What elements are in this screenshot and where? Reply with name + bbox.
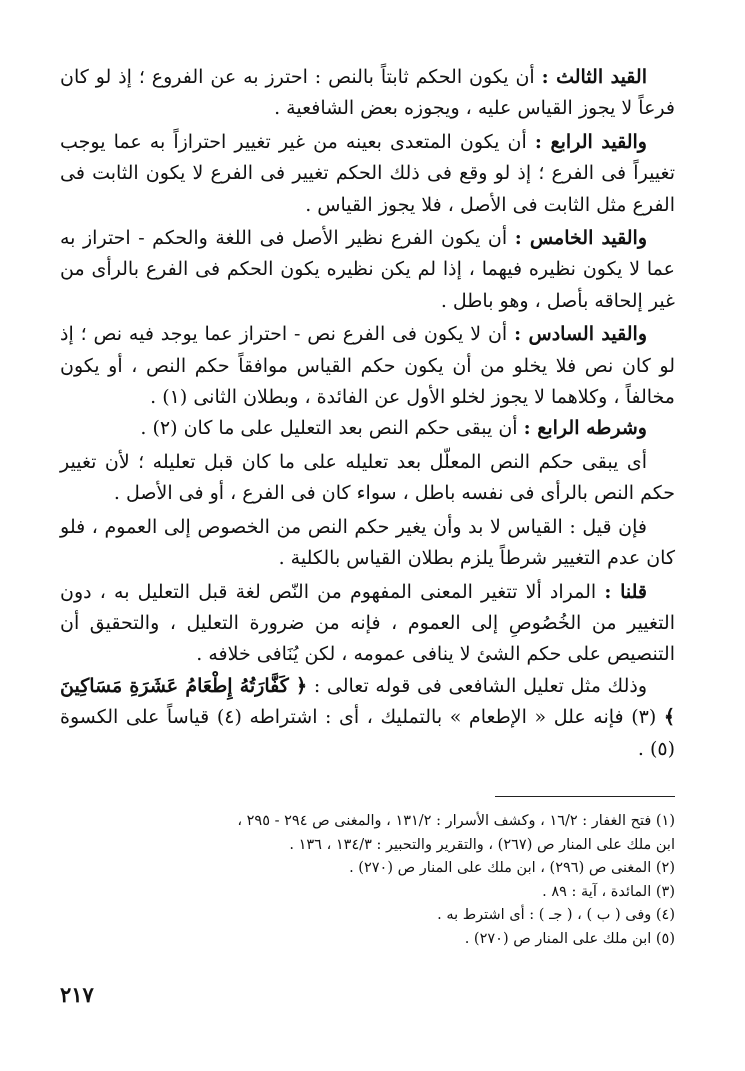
paragraph-lead: والقيد الخامس :: [514, 227, 648, 250]
paragraph-explanation: [60, 447, 675, 510]
paragraph-text: أن يكون الحكم ثابتاً بالنص : احترز به عن الفروع ؛ إذ لو كان فرعاً لا يجوز القياس عليه ، ويجوزه بعض الشافعية .: [60, 66, 675, 120]
paragraph-text: (٣) فإنه علل « الإطعام » بالتمليك ، أى : اشتراطه (٤) قياساً على الكسوة (٥) .: [60, 706, 675, 760]
paragraph-condition-4: [60, 127, 675, 221]
footnote-2: (٢) المغنى ص (٢٩٦) ، ابن ملك على المنار ص (٢٧٠) .: [349, 860, 675, 876]
footnotes: [60, 810, 675, 951]
paragraph-lead: وشرطه الرابع :: [523, 417, 647, 440]
paragraph-text: فإن قيل : القياس لا بد وأن يغير حكم النص من الخصوص إلى العموم ، فلو كان عدم التغيير شرطاً يلزم بطلان القياس بالكلية .: [60, 515, 675, 570]
paragraph-text: وذلك مثل تعليل الشافعى فى قوله تعالى :: [307, 674, 647, 697]
paragraph-reply: [60, 577, 675, 671]
paragraph-text: أن يكون المتعدى بعينه من غير تغيير احترازاً به عما يوجب تغييراً فى الفرع ؛ إذ لو وقع فى ذلك الحكم تغيير فى الفرع لا يكون الثابت فى الفرع مثل الثابت فى الأصل ، فلا يجوز القياس .: [60, 130, 675, 216]
paragraph-example: [60, 671, 675, 765]
footnote-5: (٥) ابن ملك على المنار ص (٢٧٠) .: [464, 930, 675, 947]
paragraph-condition-5: [60, 223, 675, 317]
footnote-4: (٤) وفى ( ب ) ، ( جـ ) : أى اشترط به .: [437, 907, 675, 923]
page-number: ٢١٧: [60, 982, 94, 1007]
paragraph-lead: القيد الثالث :: [541, 66, 647, 88]
paragraph-condition-3: [60, 62, 675, 125]
footnote-separator: [495, 796, 675, 797]
paragraph-objection: [60, 512, 675, 575]
paragraph-fourth-requirement: [60, 413, 675, 444]
paragraph-text: أى يبقى حكم النص المعلّل بعد تعليله على ما كان قبل تعليله ؛ لأن تغيير حكم النص بالرأى فى نفسه باطل ، سواء كان فى الفرع ، أو فى الأصل .: [60, 450, 675, 505]
paragraph-condition-6: [60, 319, 675, 413]
paragraph-text: أن يكون الفرع نظير الأصل فى اللغة والحكم - احتراز به عما لا يكون نظيره فيهما ، إذا لم يكن نظيره يكون الحكم فى الفرع بالرأى من غير إلحاقه بأصل ، وهو باطل .: [60, 227, 675, 312]
footnote-1-continuation: ابن ملك على المنار ص (٢٦٧) ، والتقرير والتحبير : ١٣٤/٣ ، ١٣٦ .: [289, 836, 675, 853]
paragraph-text: أن لا يكون فى الفرع نص - احتراز عما يوجد فيه نص ؛ إذ لو كان نص فلا يخلو من أن يكون حكم القياس موافقاً حكم النص ، أو يكون مخالفاً ، وكلاهما لا يجوز لخلو الأول عن الفائدة ، وبطلان الثانى (١) .: [60, 323, 675, 409]
paragraph-text: المراد ألا تتغير المعنى المفهوم من النّص لغة قبل التعليل به ، دون التغيير من الخُصُوصِ إلى العموم ، فإنه من ضرورة التعليل ، والتحقيق أن التنصيص على حكم الشئ لا ينافى عمومه ، لكن يُنَافى خلافه .: [60, 580, 675, 666]
paragraph-lead: والقيد السادس :: [514, 323, 647, 346]
paragraph-lead: قلنا :: [604, 580, 647, 603]
footnote-3: (٣) المائدة ، آية : ٨٩ .: [542, 883, 675, 900]
paragraph-lead: والقيد الرابع :: [534, 130, 647, 153]
quran-quote: ﴿ كَفَّارَتُهُ إِطْعَامُ عَشَرَةِ مَسَاكِينَ ﴾: [60, 674, 676, 729]
paragraph-text: أن يبقى حكم النص بعد التعليل على ما كان (٢) .: [140, 417, 524, 440]
footnote-1: (١) فتح الغفار : ١٦/٢ ، وكشف الأسرار : ١٣١/٢ ، والمغنى ص ٢٩٤ - ٢٩٥ ،: [237, 813, 675, 829]
